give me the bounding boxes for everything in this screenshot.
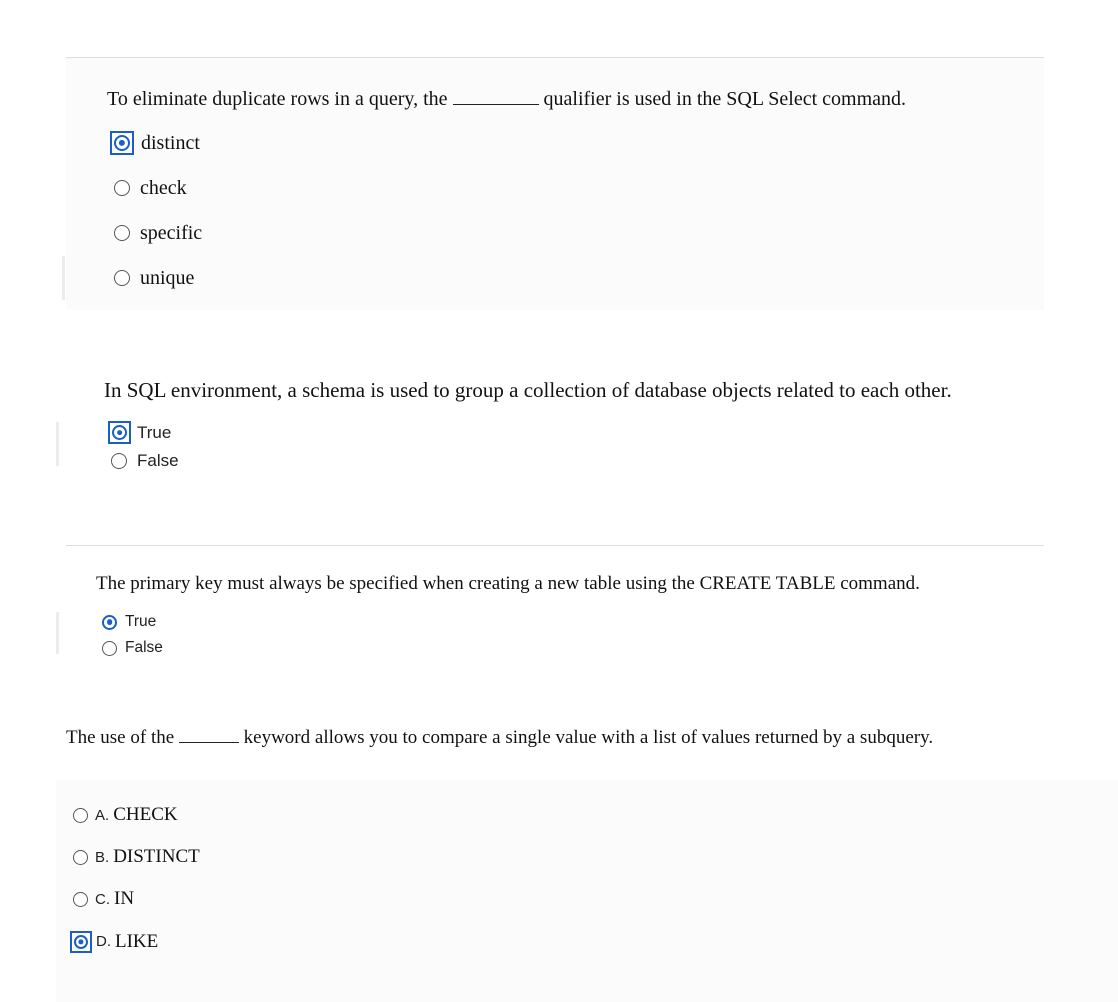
- q1-option-distinct[interactable]: [110, 131, 200, 155]
- side-mark-1: [62, 256, 65, 300]
- q2-option-true[interactable]: [108, 421, 171, 444]
- q1-option-label: unique: [140, 266, 195, 289]
- q1-radio-distinct[interactable]: [110, 131, 134, 155]
- q4-option-letter: D.: [96, 933, 111, 950]
- q4-option-d[interactable]: [70, 930, 158, 953]
- question-4-text: [66, 727, 933, 749]
- question-4-text-after: keyword allows you to compare a single value with a list of values returned by a subquery.: [238, 727, 934, 748]
- question-1-text-before: To eliminate duplicate rows in a query, the: [107, 88, 453, 110]
- question-3-text: The primary key must always be specified when creating a new table using the CREATE TABLE command.: [96, 573, 920, 594]
- q4-option-letter: C.: [95, 890, 110, 908]
- q2-radio-false[interactable]: [111, 453, 127, 469]
- q1-option-label: check: [140, 176, 187, 199]
- question-4-panel: [56, 780, 1118, 1002]
- q1-option-label: distinct: [141, 131, 200, 154]
- q3-radio-false[interactable]: [102, 641, 117, 656]
- q4-option-c[interactable]: [73, 888, 134, 910]
- divider-top: [66, 57, 1044, 58]
- q1-option-specific[interactable]: [114, 221, 202, 245]
- q4-option-label: CHECK: [113, 804, 178, 825]
- q1-radio-check[interactable]: [114, 180, 130, 196]
- side-mark-3: [56, 612, 59, 654]
- q4-option-letter: A.: [95, 806, 110, 824]
- q3-option-label: True: [125, 613, 157, 630]
- q3-option-true[interactable]: [102, 612, 156, 632]
- radio-selected-icon: [114, 135, 130, 151]
- q2-option-label: True: [137, 422, 172, 442]
- q4-radio-a[interactable]: [73, 808, 88, 823]
- q1-option-check[interactable]: [114, 176, 187, 200]
- q4-option-b[interactable]: [73, 846, 200, 868]
- q1-option-unique[interactable]: [114, 266, 194, 290]
- q4-option-label: LIKE: [115, 930, 159, 952]
- q4-option-letter: B.: [95, 848, 110, 866]
- q1-option-label: specific: [140, 221, 203, 244]
- q3-option-label: False: [125, 639, 163, 656]
- question-1-text-after: qualifier is used in the SQL Select command.: [538, 88, 907, 110]
- question-1-text: [107, 88, 906, 111]
- q3-radio-true[interactable]: [102, 615, 117, 630]
- q2-radio-true[interactable]: [108, 421, 131, 444]
- q1-radio-unique[interactable]: [114, 270, 130, 286]
- q3-option-false[interactable]: [102, 638, 163, 658]
- q1-radio-specific[interactable]: [114, 225, 130, 241]
- q4-radio-b[interactable]: [73, 850, 88, 865]
- radio-selected-icon: [74, 935, 88, 949]
- q4-option-a[interactable]: [73, 804, 178, 826]
- q4-option-label: DISTINCT: [113, 846, 200, 867]
- question-4-blank: [179, 729, 239, 743]
- divider-middle: [66, 545, 1044, 546]
- q2-option-false[interactable]: [111, 450, 179, 472]
- question-4-text-before: The use of the: [66, 727, 179, 748]
- question-2-text: In SQL environment, a schema is used to group a collection of database objects related to each other.: [104, 378, 952, 402]
- q4-radio-d[interactable]: [70, 931, 92, 953]
- radio-selected-icon: [112, 425, 127, 440]
- q4-option-label: IN: [114, 888, 135, 909]
- q2-option-label: False: [137, 451, 179, 470]
- question-1-blank: [453, 90, 539, 105]
- q4-radio-c[interactable]: [73, 892, 88, 907]
- side-mark-2: [56, 422, 59, 466]
